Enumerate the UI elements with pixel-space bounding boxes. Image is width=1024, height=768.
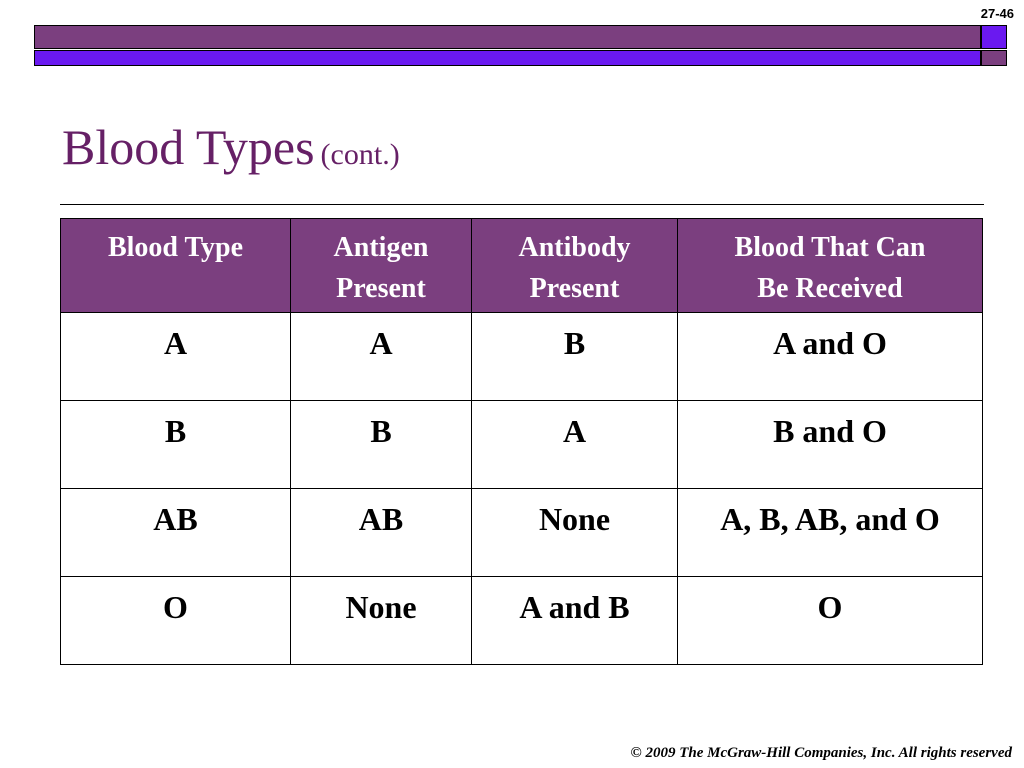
title-subtitle: (cont.) <box>320 138 400 171</box>
cell-antibody: A <box>472 401 678 489</box>
header-line: Present <box>529 273 620 304</box>
cell-antigen: None <box>291 577 472 665</box>
blood-types-table <box>60 218 983 665</box>
header-line: Present <box>336 273 426 304</box>
table-row <box>61 401 983 489</box>
cell-received: A and O <box>678 313 983 401</box>
cell-antibody: None <box>472 489 678 577</box>
header-line: Antibody <box>518 232 631 263</box>
cell-received: O <box>678 577 983 665</box>
table-row <box>61 489 983 577</box>
decorative-bar-bottom <box>34 50 981 66</box>
table-header-row <box>61 219 983 313</box>
header-antibody-present <box>472 219 678 313</box>
slide-number: 27-46 <box>980 6 1014 21</box>
cell-received: B and O <box>678 401 983 489</box>
cell-antigen: A <box>291 313 472 401</box>
copyright-footer: © 2009 The McGraw-Hill Companies, Inc. All rights reserved <box>630 745 1012 761</box>
cell-antibody: B <box>472 313 678 401</box>
header-line: Antigen <box>333 232 429 263</box>
table-row <box>61 577 983 665</box>
cell-blood-type: B <box>61 401 291 489</box>
header-line: Be Received <box>757 273 903 304</box>
cell-received: A, B, AB, and O <box>678 489 983 577</box>
header-line: Blood Type <box>107 232 244 263</box>
title-divider <box>60 204 984 205</box>
slide-title <box>62 118 400 176</box>
decorative-bar-top <box>34 25 981 49</box>
cell-blood-type: AB <box>61 489 291 577</box>
decorative-square-top <box>981 25 1007 49</box>
cell-antigen: B <box>291 401 472 489</box>
decorative-square-bottom <box>981 50 1007 66</box>
cell-blood-type: O <box>61 577 291 665</box>
header-antigen-present <box>291 219 472 313</box>
cell-antigen: AB <box>291 489 472 577</box>
title-main: Blood Types <box>62 119 315 175</box>
table-row <box>61 313 983 401</box>
cell-blood-type: A <box>61 313 291 401</box>
cell-antibody: A and B <box>472 577 678 665</box>
header-line: Blood That Can <box>734 232 926 263</box>
header-blood-received <box>678 219 983 313</box>
header-blood-type <box>61 219 291 313</box>
